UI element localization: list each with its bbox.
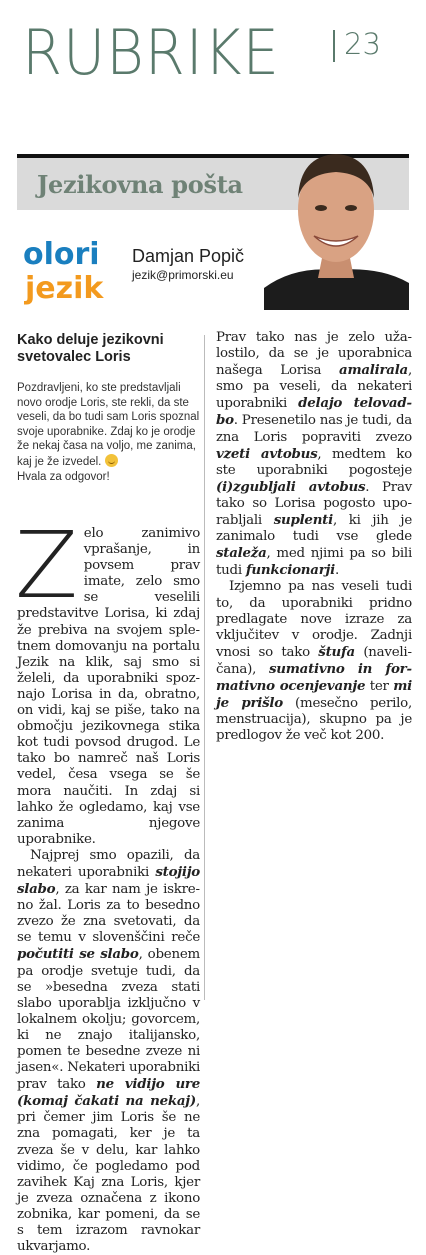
question-body: Pozdravljeni, ko ste predstavljali novo orodje Loris, ste rekli, da ste veseli, da bo tudi sam Loris spoznal svoje uporabnike. Zdaj ko je orodje že nekaj časa na voljo, me zanima, kaj je že izvedel.	[17, 382, 200, 468]
reader-question	[17, 381, 203, 484]
author-email: jezik@primorski.eu	[132, 268, 234, 282]
answer-paragraph-2: Najprej smo opazili, da nekateri uporabniki stojijo slabo, za kar nam je iskreno žal. Loris za to besedno zvezo že zna svetovati, da se temu v slovenščini reče počutiti se slabo, obenem pa orodje svetuje tudi, da se »besedna zveza stati slabo uporablja izključno v lokalnem okolju; govorcem, ki ne znajo italijansko, pomen te besedne zveze ni jasen«. Nekateri uporabniki prav tako ne vidijo ure (komaj čakati na nekaj), pri čemer jim Loris še ne zna pomagati, ker je ta zveza še v delu, kar lahko vidimo, če pogledamo pod zavihek Kaj zna Loris, kjer je zveza označena z ikono zobnika, kar pomeni, da se s tem izrazom ravnokar ukvarjamo.	[17, 847, 201, 1255]
page-number: 23	[344, 27, 381, 61]
answer-column-2	[216, 330, 412, 744]
highlighted-term: mi je prišlo	[216, 677, 412, 712]
highlighted-term: sumativno in formativno ocenjevanje	[216, 660, 412, 694]
paragraph-text: elo zanimivo vprašanje, in povsem prav imate, zelo smo se veselili predstavitve Lorisa, ki zdaj že prebiva na svojem spletnem domovanju na portalu Jezik na klik, saj smo si želeli, da uporabniki spoznajo Lorisa in da, obratno, on vidi, kaj se piše, tako na območju jezikovnega stika kot tudi povsod drugod. Le tako bo namreč naš Loris vedel, česa vsega se še mora naučiti. In zdaj si lahko že ogledamo, kaj vse zanima njegove uporabnike.	[17, 526, 200, 847]
highlighted-term: štufa	[318, 643, 355, 660]
highlighted-term: vzeti avtobus	[216, 445, 318, 462]
olori-jezik-logo	[17, 230, 127, 306]
answer-paragraph-4: Izjemno pa nas veseli tudi to, da uporabniki pridno predlagate nove izraze za vključitev v orodje. Zadnji vnosi so tako štufa (naveličana), sumativno in formativno ocenjevanje ter mi je prišlo (mesečno perilo, menstruacija), skupno pa je predlogov že več kot 200.	[216, 579, 412, 744]
answer-column-1	[15, 512, 201, 1255]
highlighted-term: delajo telovadbo	[216, 395, 412, 429]
section-title: RUBRIKE	[22, 16, 280, 89]
answer-paragraph-1	[15, 512, 200, 848]
author-photo	[264, 138, 409, 310]
highlighted-term: suplenti	[273, 512, 333, 529]
highlighted-term: amalirala	[339, 362, 408, 379]
highlighted-term: staleža	[216, 545, 267, 562]
highlighted-term: (i)zgubljali avtobus	[216, 478, 366, 495]
highlighted-term: funkcionarji	[245, 562, 335, 579]
answer-paragraph-3: Prav tako nas je zelo užalostilo, da se je uporabnica našega Lorisa amalirala, smo pa veseli, da nekateri uporabniki delajo telovadbo. Presenetilo nas je tudi, da zna Loris popraviti zvezo vzeti avtobus, medtem ko ste uporabniki pogosteje (i)zgubljali avtobus. Prav tako so Lorisa pogosto uporabljali suplenti, ki jih je zanimalo tudi vse glede staleža, med njimi pa so bili tudi funkcionarji.	[216, 330, 413, 579]
highlighted-term: stojijo slabo	[17, 863, 200, 898]
smiley-emoji-icon	[105, 454, 118, 467]
question-signoff: Hvala za odgovor!	[17, 470, 110, 483]
highlighted-term: ne vidijo ure (komaj čakati na nekaj)	[17, 1076, 200, 1110]
logo-line1: olori	[23, 237, 100, 272]
column-title: Jezikovna pošta	[37, 170, 243, 199]
question-title: Kako deluje jezikovni svetovalec Loris	[17, 332, 164, 365]
highlighted-term: počutiti se slabo	[17, 946, 139, 963]
author-name: Damjan Popič	[132, 246, 245, 266]
drop-cap: Z	[15, 512, 78, 619]
header-separator	[333, 30, 335, 62]
logo-line2: jezik	[25, 271, 104, 306]
column-divider	[204, 335, 205, 1000]
